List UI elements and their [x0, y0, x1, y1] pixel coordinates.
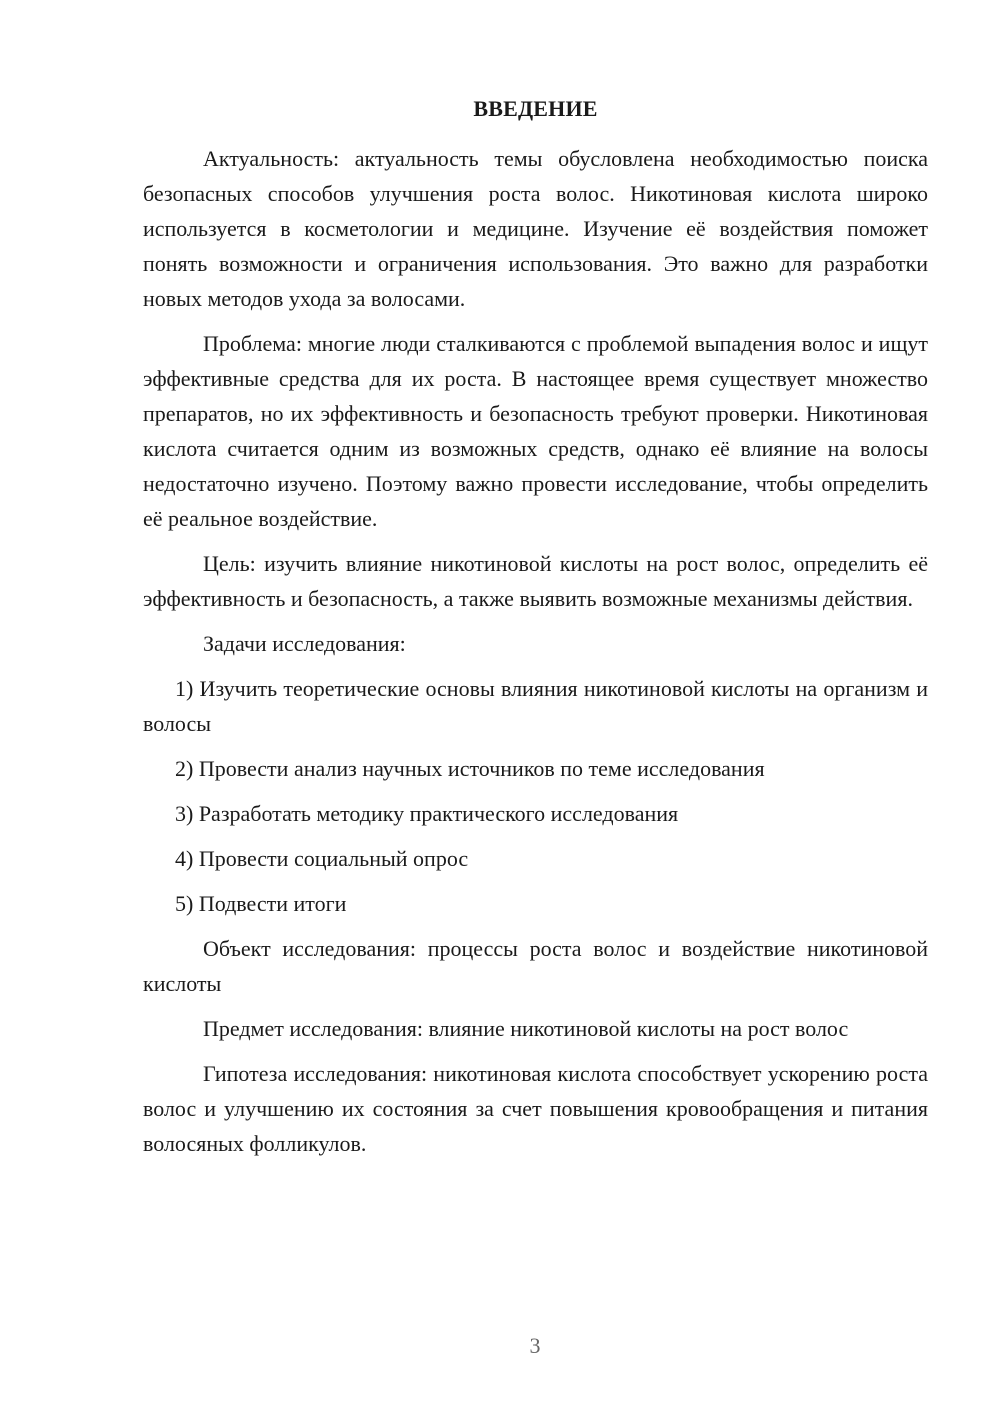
paragraph-object: Объект исследования: процессы роста волос и воздействие никотиновой кислоты	[143, 936, 928, 996]
list-item: 5) Подвести итоги	[175, 891, 347, 916]
page-number: 3	[529, 1333, 541, 1358]
paragraph-relevance: Актуальность: актуальность темы обусловлена необходимостью поиска безопасных способов улучшения роста волос. Никотиновая кислота широко используется в косметологии и медицине. Изучение её воздействия поможет понять возможности и ограничения использования. Это важно для разработки новых методов ухода за волосами.	[143, 146, 928, 311]
document-page	[143, 94, 928, 1171]
tasks-heading: Задачи исследования:	[203, 631, 406, 656]
paragraph-hypothesis: Гипотеза исследования: никотиновая кислота способствует ускорению роста волос и улучшению их состояния за счет повышения кровообращения и питания волосяных фолликулов.	[143, 1061, 928, 1156]
list-item: 4) Провести социальный опрос	[175, 846, 469, 871]
list-item: 1) Изучить теоретические основы влияния никотиновой кислоты на организм и волосы	[143, 676, 928, 736]
page-title: ВВЕДЕНИЕ	[473, 96, 598, 121]
paragraph-problem: Проблема: многие люди сталкиваются с проблемой выпадения волос и ищут эффективные средства для их роста. В настоящее время существует множество препаратов, но их эффективность и безопасность требуют проверки. Никотиновая кислота считается одним из возможных средств, однако её влияние на волосы недостаточно изучено. Поэтому важно провести исследование, чтобы определить её реальное воздействие.	[143, 331, 928, 531]
tasks-list	[143, 671, 928, 921]
paragraph-subject: Предмет исследования: влияние никотиновой кислоты на рост волос	[203, 1016, 849, 1041]
list-item: 2) Провести анализ научных источников по теме исследования	[175, 756, 765, 781]
paragraph-goal: Цель: изучить влияние никотиновой кислоты на рост волос, определить её эффективность и безопасность, а также выявить возможные механизмы действия.	[143, 551, 928, 611]
list-item: 3) Разработать методику практического исследования	[175, 801, 679, 826]
